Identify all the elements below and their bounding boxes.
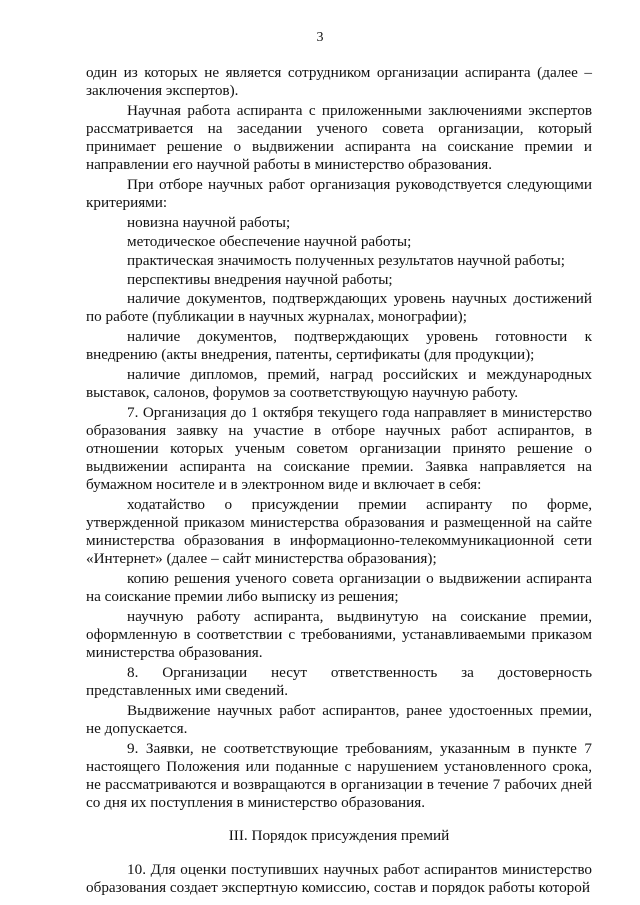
- application-scientific-work: научную работу аспиранта, выдвинутую на соискание премии, оформленную в соответствии с требованиями, устанавливаемыми приказом министерства образования.: [86, 608, 592, 661]
- criterion-practical-significance: практическая значимость полученных результатов научной работы;: [127, 252, 565, 269]
- document-body: [86, 64, 592, 899]
- paragraph-continuation: один из которых не является сотрудником организации аспиранта (далее – заключения экспертов).: [86, 64, 592, 99]
- criterion-implementation-prospects: перспективы внедрения научной работы;: [127, 271, 393, 288]
- paragraph-item-8: 8. Организации несут ответственность за достоверность представленных ими сведений.: [86, 664, 592, 699]
- criterion-novelty: новизна научной работы;: [127, 214, 291, 231]
- criterion-achievement-documents: наличие документов, подтверждающих уровень научных достижений по работе (публикации в научных журналах, монографии);: [86, 290, 592, 325]
- criterion-readiness-documents: наличие документов, подтверждающих уровень готовности к внедрению (акты внедрения, патенты, сертификаты (для продукции);: [86, 328, 592, 363]
- section-heading: III. Порядок присуждения премий: [228, 827, 450, 844]
- paragraph-item-9: 9. Заявки, не соответствующие требованиям, указанным в пункте 7 настоящего Положения или поданные с нарушением установленного срока, не рассматриваются и возвращаются в организации в течение 7 рабочих дней со дня их поступления в министерство образования.: [86, 740, 592, 811]
- paragraph-repeat-nomination: Выдвижение научных работ аспирантов, ранее удостоенных премии, не допускается.: [86, 702, 592, 737]
- paragraph-selection-criteria-intro: При отборе научных работ организация руководствуется следующими критериями:: [86, 176, 592, 211]
- criterion-methodology: методическое обеспечение научной работы;: [127, 233, 412, 250]
- application-petition: ходатайство о присуждении премии аспиранту по форме, утвержденной приказом министерства образования и размещенной на сайте министерства образования в информационно-телекоммуникационной сети «Интернет» (далее – сайт министерства образования);: [86, 496, 592, 567]
- page-number: 3: [316, 30, 324, 45]
- paragraph-item-7: 7. Организация до 1 октября текущего года направляет в министерство образования заявку на участие в отборе научных работ аспирантов, в отношении которых ученым советом организации принято решение о выдвижении аспиранта на соискание премии. Заявка направляется на бумажном носителе и в электронном виде и включает в себя:: [86, 404, 592, 493]
- paragraph-scientific-work-review: Научная работа аспиранта с приложенными заключениями экспертов рассматривается на заседании ученого совета организации, который принимает решение о выдвижении аспиранта на соискание премии и направлении его научной работы в министерство образования.: [86, 102, 592, 173]
- paragraph-item-10: 10. Для оценки поступивших научных работ аспирантов министерство образования создает экспертную комиссию, состав и порядок работы которой: [86, 861, 592, 896]
- application-council-decision-copy: копию решения ученого совета организации о выдвижении аспиранта на соискание премии либо выписку из решения;: [86, 570, 592, 605]
- criterion-awards: наличие дипломов, премий, наград российских и международных выставок, салонов, форумов за соответствующую научную работу.: [86, 366, 592, 401]
